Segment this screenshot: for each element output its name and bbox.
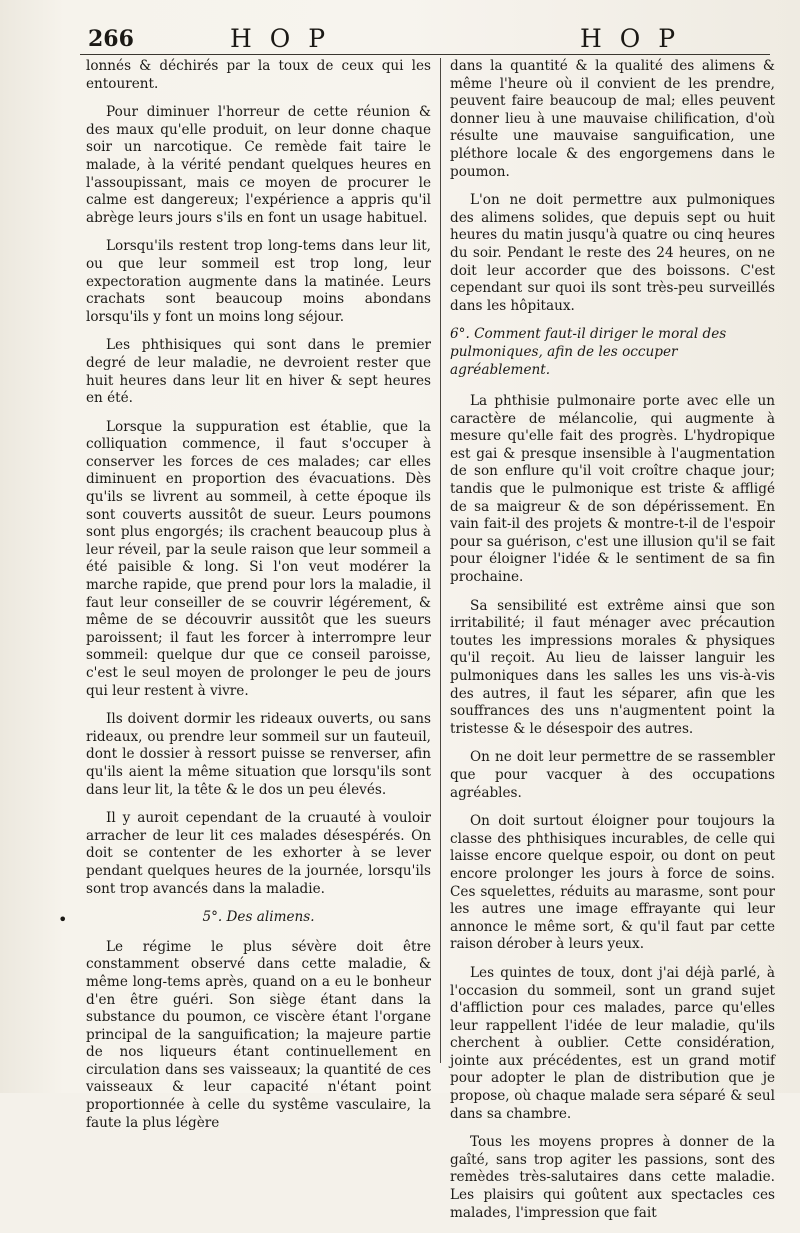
paragraph: Sa sensibilité est extrême ainsi que son irritabilité; il faut ménager avec précaution toutes les impressions morales & physiques qu'il reçoit. Au lieu de laisser languir les pulmoniques dans les salles les uns vis-à-vis des autres, il faut les séparer, afin que les souffrances des uns n'augmentent point la tristesse & le désespoir des autres.	[450, 597, 775, 737]
paragraph: Lorsque la suppuration est établie, que la colliquation commence, il faut s'occuper à conserver les forces de ces malades; car elles diminuent en proportion des évacuations. Dès qu'ils se livrent au sommeil, à cette époque ils sont couverts aussitôt de sueur. Leurs poumons sont plus engorgés; ils crachent beaucoup plus à leur réveil, par la seule raison que leur sommeil a été paisible & long. Si l'on veut modérer la marche rapide, que prend pour lors la maladie, il faut leur conseiller de se couvrir légérement, & même de se découvrir aussitôt que les sueurs paroissent; il faut les forcer à interrompre leur sommeil: quelque dur que ce conseil paroisse, c'est le seul moyen de prolonger le peu de jours qui leur restent à vivre.	[86, 418, 431, 699]
header-rule	[80, 54, 770, 55]
running-title-left: H O P	[230, 24, 331, 53]
paragraph: Les phthisiques qui sont dans le premier degré de leur maladie, ne devroient rester que huit heures dans leur lit en hiver & sept heures en été.	[86, 337, 431, 407]
paragraph: On ne doit leur permettre de se rassembler que pour vacquer à des occupations agréables.	[450, 749, 775, 801]
paragraph: Ils doivent dormir les rideaux ouverts, ou sans rideaux, ou prendre leur sommeil sur un fauteuil, dont le dossier à ressort puisse se renverser, afin qu'ils aient la même situation que lorsqu'ils sont dans leur lit, la tête & le dos un peu élevés.	[86, 711, 431, 798]
paragraph: Les quintes de toux, dont j'ai déjà parlé, à l'occasion du sommeil, sont un grand sujet d'affliction pour ces malades, parce qu'elles leur rappellent l'idée de leur maladie, qu'ils cherchent à oublier. Cette considération, jointe aux précédentes, est un grand motif pour adopter le plan de distribution que je propose, où chaque malade sera séparé & seul dans sa chambre.	[450, 964, 775, 1122]
left-column	[86, 58, 431, 1143]
paragraph: Lorsqu'ils restent trop long-tems dans leur lit, ou que leur sommeil est trop long, leur expectoration augmente dans la matinée. Leurs crachats sont beaucoup moins abondans lorsqu'ils y font un moins long séjour.	[86, 238, 431, 325]
paragraph: Il y auroit cependant de la cruauté à vouloir arracher de leur lit ces malades désespérés. On doit se contenter de les exhorter à se lever pendant quelques heures de la journée, lorsqu'ils sont trop avancés dans la maladie.	[86, 810, 431, 897]
page-number: 266	[88, 26, 134, 52]
paragraph: La phthisie pulmonaire porte avec elle un caractère de mélancolie, qui augmente à mesure qu'elle fait des progrès. L'hydropique est gai & presque insensible à l'augmentation de son enflure qu'il voit croître chaque jour; tandis que le pulmonique est triste & affligé de sa maigreur & de son dépérissement. En vain fait-il des projets & montre-t-il de l'espoir pour sa guérison, c'est une illusion qu'il se fait pour éloigner l'idée & le sentiment de sa fin prochaine.	[450, 393, 775, 586]
paragraph: L'on ne doit permettre aux pulmoniques des alimens solides, que depuis sept ou huit heures du matin jusqu'à quatre ou cinq heures du soir. Pendant le reste des 24 heures, on ne doit leur accorder que des boissons. C'est cependant sur quoi ils sont très-peu surveillés dans les hôpitaux.	[450, 192, 775, 314]
page-header	[80, 22, 760, 56]
running-title-right: H O P	[580, 24, 681, 53]
paragraph: On doit surtout éloigner pour toujours la classe des phthisiques incurables, de celle qui laisse encore quelque espoir, ou dont on peut encore prolonger les jours à force de soins. Ces squelettes, réduits au marasme, sont pour les autres une image effrayante qui leur annonce le même sort, & qu'il faut par cette raison dérober à leurs yeux.	[450, 813, 775, 953]
right-column	[450, 58, 775, 1233]
paragraph: Tous les moyens propres à donner de la gaîté, sans trop agiter les passions, sont des remèdes très-salutaires dans cette maladie. Les plaisirs qui goûtent aux spectacles ces malades, l'impression que fait	[450, 1134, 775, 1221]
section-heading: 6°. Comment faut-il diriger le moral des pulmoniques, afin de les occuper agréablement.	[450, 326, 727, 378]
paragraph: Le régime le plus sévère doit être constamment observé dans cette maladie, & même long-tems après, quand on a eu le bonheur d'en être guéri. Son siège étant dans la substance du poumon, ce viscère étant l'organe principal de la sanguification; la majeure partie de nos liqueurs étant continuellement en circulation dans ses vaisseaux; la quantité de ces vaisseaux & leur capacité n'étant point proportionnée à celle du systême vasculaire, la faute la plus légère	[86, 938, 431, 1131]
section-heading: 5°. Des alimens.	[202, 909, 315, 926]
margin-mark: •	[58, 910, 68, 929]
column-divider	[440, 58, 441, 1063]
paragraph: lonnés & déchirés par la toux de ceux qui les entourent.	[86, 58, 431, 92]
paragraph: Pour diminuer l'horreur de cette réunion & des maux qu'elle produit, on leur donne chaque soir un narcotique. Ce remède fait taire le malade, à la vérité pendant quelques heures en l'assoupissant, mais ce moyen de procurer le calme est dangereux; l'expérience a appris qu'il abrège leurs jours s'ils en font un usage habituel.	[86, 104, 431, 226]
paragraph: dans la quantité & la qualité des alimens & même l'heure où il convient de les prendre, peuvent faire beaucoup de mal; elles peuvent donner lieu à une mauvaise chilification, d'où résulte une mauvaise sanguification, une pléthore locale & des engorgemens dans le poumon.	[450, 58, 775, 180]
